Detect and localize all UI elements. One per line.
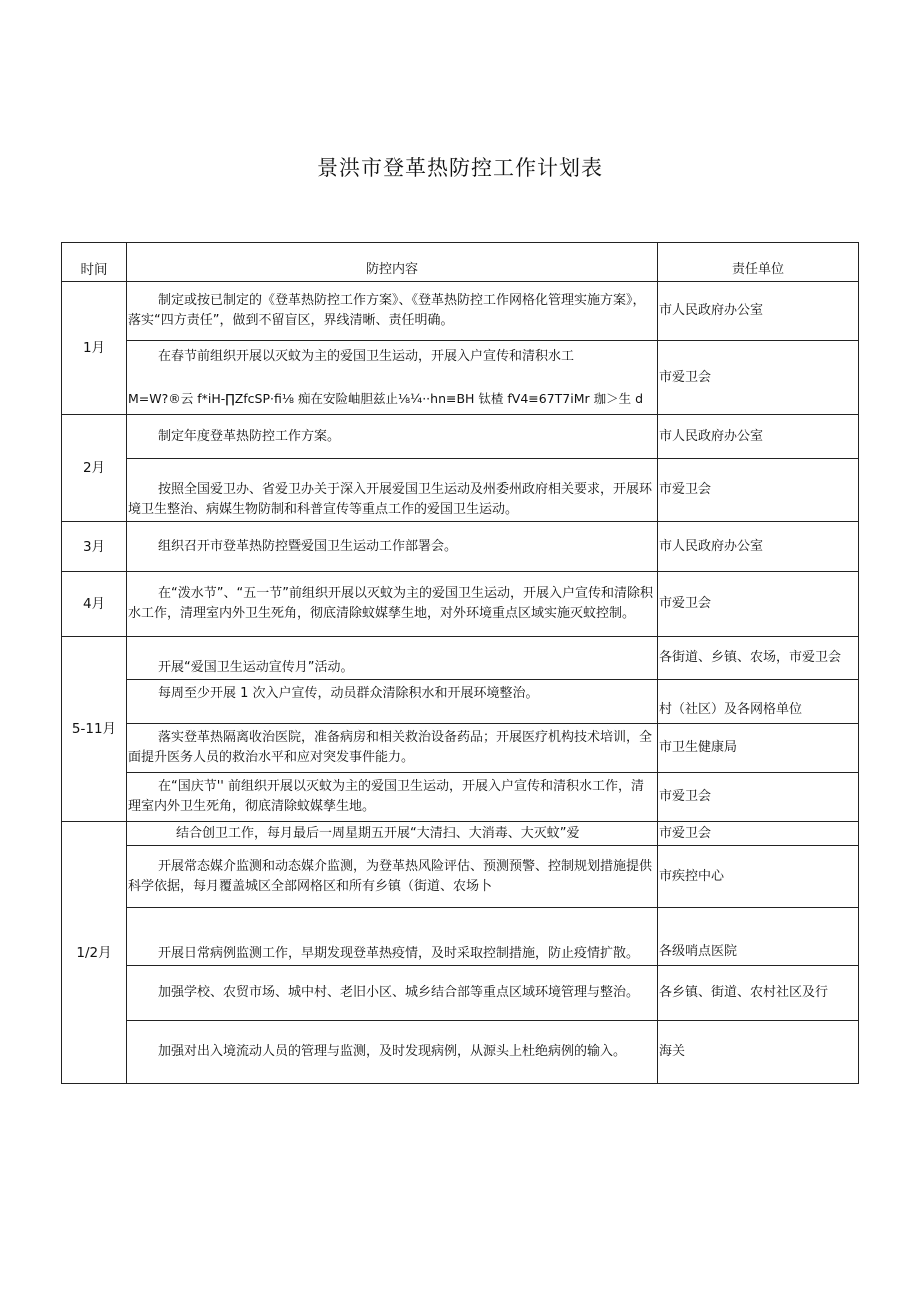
table-row [62, 1021, 859, 1084]
month-cell: 3月 [62, 522, 127, 572]
month-cell: 1月 [62, 282, 127, 415]
plan-table [61, 242, 859, 1084]
content-cell: 在春节前组织开展以灭蚊为主的爱国卫生运动，开展入户宣传和清积水工 M=W?®云 f*iH-∏ZfcSP·fi⅛ 痴在安险岫胆兹止⅛¼··hn≡BH 钛楂 fV4≡67T7iMr 珈＞生 d [127, 341, 658, 415]
month-cell: 4月 [62, 572, 127, 637]
unit-cell: 市爱卫会 [658, 822, 859, 846]
table-row [62, 637, 859, 680]
table-row [62, 415, 859, 459]
page-title: 景洪市登革热防控工作计划表 [317, 156, 603, 180]
table-row [62, 773, 859, 822]
unit-cell: 市人民政府办公室 [658, 522, 859, 572]
unit-cell: 村（社区）及各网格单位 [658, 680, 859, 724]
unit-cell: 市人民政府办公室 [658, 415, 859, 459]
content-cell: 落实登革热隔离收治医院，准备病房和相关救治设备药品；开展医疗机构技术培训，全面提升医务人员的救治水平和应对突发事件能力。 [127, 724, 658, 773]
month-cell: 5-11月 [62, 637, 127, 822]
content-cell: 每周至少开展 1 次入户宣传，动员群众清除积水和开展环境整治。 [127, 680, 658, 724]
month-cell: 1/2月 [62, 822, 127, 1084]
content-cell: 组织召开市登革热防控暨爱国卫生运动工作部署会。 [127, 522, 658, 572]
table-row [62, 282, 859, 341]
content-cell: 按照全国爱卫办、省爱卫办关于深入开展爱国卫生运动及州委州政府相关要求，开展环境卫生整治、病媒生物防制和科普宣传等重点工作的爱国卫生运动。 [127, 459, 658, 522]
table-header-row [62, 243, 859, 282]
unit-cell: 市卫生健康局 [658, 724, 859, 773]
unit-cell: 海关 [658, 1021, 859, 1084]
table-row [62, 908, 859, 966]
table-row [62, 822, 859, 846]
content-cell: 制定或按已制定的《登革热防控工作方案》、《登革热防控工作网格化管理实施方案》，落实“四方责任”，做到不留盲区，界线清晰、责任明确。 [127, 282, 658, 341]
header-unit: 责任单位 [658, 243, 859, 282]
content-cell: 结合创卫工作，每月最后一周星期五开展“大清扫、大消毒、大灭蚊”爱 [127, 822, 658, 846]
content-cell: 加强学校、农贸市场、城中村、老旧小区、城乡结合部等重点区域环境管理与整治。 [127, 966, 658, 1021]
garbled-text: M=W?®云 f*iH-∏ZfcSP·fi⅛ 痴在安险岫胆兹止⅛¼··hn≡BH 钛楂 fV4≡67T7iMr 珈＞生 d [128, 390, 644, 406]
unit-cell: 各乡镇、街道、农村社区及行 [658, 966, 859, 1021]
header-time: 时间 [62, 243, 127, 282]
unit-cell: 市人民政府办公室 [658, 282, 859, 341]
table-row [62, 966, 859, 1021]
table-row [62, 680, 859, 724]
content-cell: 制定年度登革热防控工作方案。 [127, 415, 658, 459]
unit-cell: 市爱卫会 [658, 572, 859, 637]
month-cell: 2月 [62, 415, 127, 522]
unit-cell: 市爱卫会 [658, 341, 859, 415]
content-cell: 在“国庆节'' 前组织开展以灭蚊为主的爱国卫生运动，开展入户宣传和清积水工作，清理室内外卫生死角，彻底清除蚊媒孳生地。 [127, 773, 658, 822]
table-row [62, 724, 859, 773]
table-row [62, 572, 859, 637]
table-row [62, 341, 859, 415]
header-content: 防控内容 [127, 243, 658, 282]
content-cell: 开展常态媒介监测和动态媒介监测，为登革热风险评估、预测预警、控制规划措施提供科学依据，每月覆盖城区全部网格区和所有乡镇（街道、农场卜 [127, 846, 658, 908]
unit-cell: 市爱卫会 [658, 773, 859, 822]
unit-cell: 市爱卫会 [658, 459, 859, 522]
content-cell: 加强对出入境流动人员的管理与监测，及时发现病例，从源头上杜绝病例的输入。 [127, 1021, 658, 1084]
unit-cell: 各级哨点医院 [658, 908, 859, 966]
table-row [62, 459, 859, 522]
content-cell: 在“泼水节”、“五一节”前组织开展以灭蚊为主的爱国卫生运动，开展入户宣传和清除积水工作，清理室内外卫生死角，彻底清除蚊媒孳生地，对外环境重点区域实施灭蚊控制。 [127, 572, 658, 637]
content-cell: 开展日常病例监测工作，早期发现登革热疫情，及时采取控制措施，防止疫情扩散。 [127, 908, 658, 966]
unit-cell: 各街道、乡镇、农场，市爱卫会 [658, 637, 859, 680]
table-row [62, 846, 859, 908]
table-row [62, 522, 859, 572]
content-cell: 开展“爱国卫生运动宣传月”活动。 [127, 637, 658, 680]
unit-cell: 市疾控中心 [658, 846, 859, 908]
